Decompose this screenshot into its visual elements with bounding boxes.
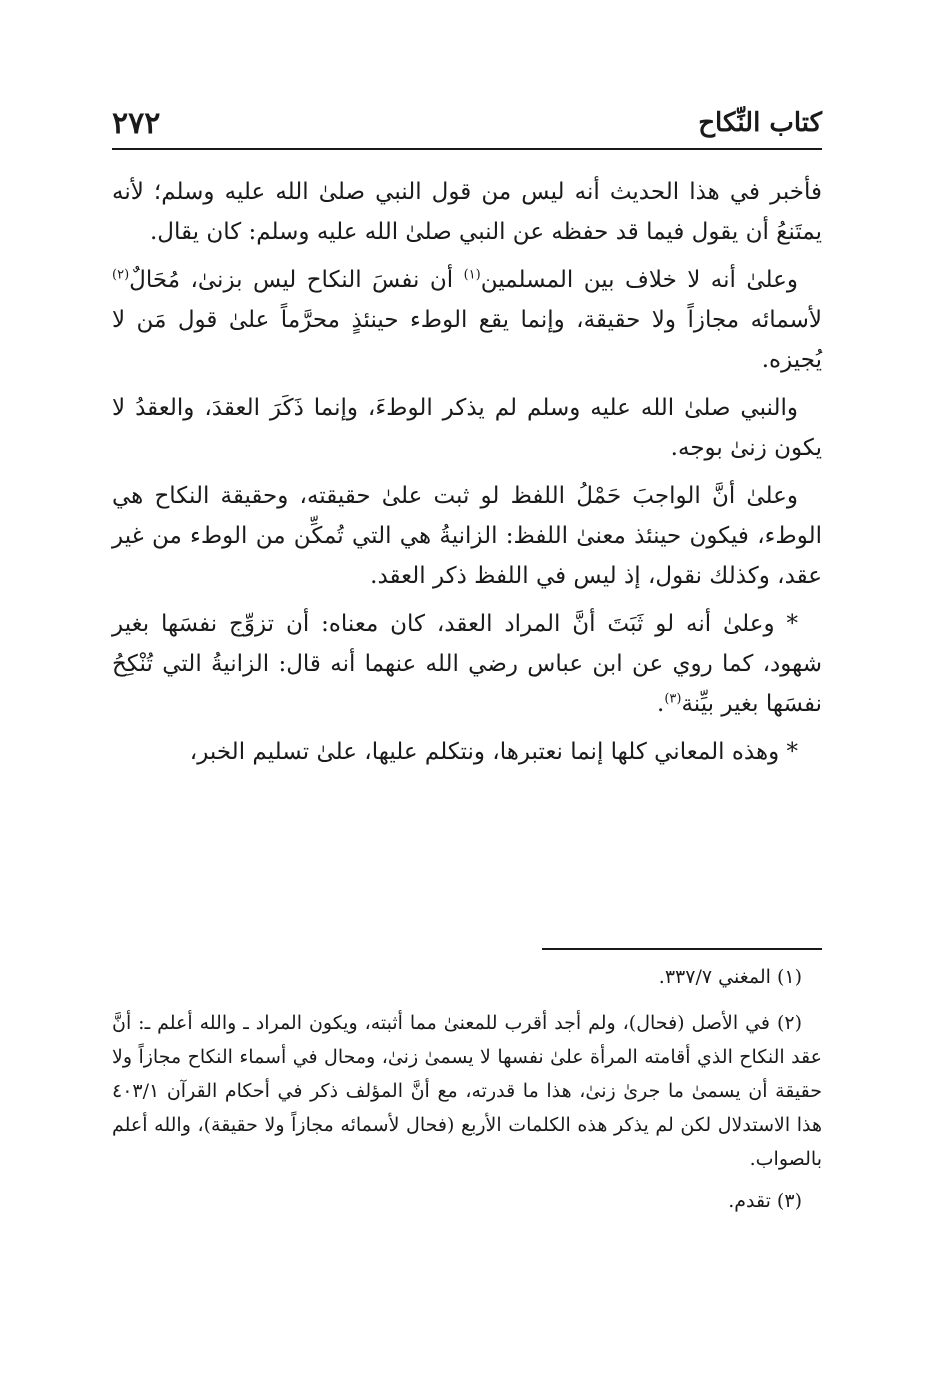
book-page [112,0,822,1381]
running-header [112,104,822,150]
footnote-2: (٢) في الأصل (فحال)، ولم أجد أقرب للمعنىٰ مما أثبته، ويكون المراد ـ والله أعلم ـ: أنَّ عقد النكاح الذي أقامته المرأة علىٰ نفسها لا يسمىٰ زنىٰ، ومحال في أسماء النكاح مجازاً ولا حقيقة أن يسمىٰ ما جرىٰ زنىٰ، هذا ما قدرته، مع أنَّ المؤلف ذكر في أحكام القرآن ٤٠٣/١ هذا الاستدلال لكن لم يذكر هذه الكلمات الأربع (فحال لأسمائه مجازاً ولا حقيقة)، والله أعلم بالصواب. [112,1012,822,1170]
footnotes [112,960,822,1226]
page-number: ٢٧٢ [112,106,161,141]
footnote-ref-1[interactable]: (١) [463,267,481,283]
paragraph-6: * وهذه المعاني كلها إنما نعتبرها، ونتكلم عليها، علىٰ تسليم الخبر، [189,739,798,765]
paragraph-5-text-a: * وعلىٰ أنه لو ثَبَتَ أنَّ المراد العقد، كان معناه: أن تزوِّج نفسَها بغير شهود، كما روي عن ابن عباس رضي الله عنهما أنه قال: الزانيةُ التي تُنْكِحُ نفسَها بغير بيِّنة [112,611,822,717]
paragraph-2-text-b: أن نفسَ النكاح ليس بزنىٰ، مُحَالٌ [129,267,464,293]
footnote-ref-2[interactable]: (٢) [112,267,130,283]
footnote-ref-3[interactable]: (٣) [664,691,682,707]
paragraph-5-text-b: . [657,691,665,717]
paragraph-4: وعلىٰ أنَّ الواجبَ حَمْلُ اللفظ لو ثبت علىٰ حقيقته، وحقيقة النكاح هي الوطء، فيكون حينئذ معنىٰ اللفظ: الزانيةُ هي التي تُمكِّن من الوطء من غير عقد، وكذلك نقول، إذ ليس في اللفظ ذكر العقد. [112,483,822,589]
paragraph-5 [112,604,822,724]
footnote-3: (٣) تقدم. [728,1190,802,1212]
paragraph-2 [112,260,822,380]
footnote-divider [542,948,822,950]
chapter-title: كتاب النِّكاح [698,108,822,138]
main-text [112,172,822,780]
paragraph-3: والنبي صلىٰ الله عليه وسلم لم يذكر الوطءَ، وإنما ذَكَرَ العقدَ، والعقدُ لا يكون زنىٰ بوجه. [112,395,822,461]
footnote-1: (١) المغني ٣٣٧/٧. [658,966,802,988]
paragraph-2-text-a: وعلىٰ أنه لا خلاف بين المسلمين [480,267,798,293]
paragraph-2-text-c: لأسمائه مجازاً ولا حقيقة، وإنما يقع الوطء حينئذٍ محرَّماً علىٰ قول مَن لا يُجيزه. [112,307,822,373]
paragraph-1: فأخبر في هذا الحديث أنه ليس من قول النبي صلىٰ الله عليه وسلم؛ لأنه يمتَنعُ أن يقول فيما قد حفظه عن النبي صلىٰ الله عليه وسلم: كان يقال. [112,179,822,245]
